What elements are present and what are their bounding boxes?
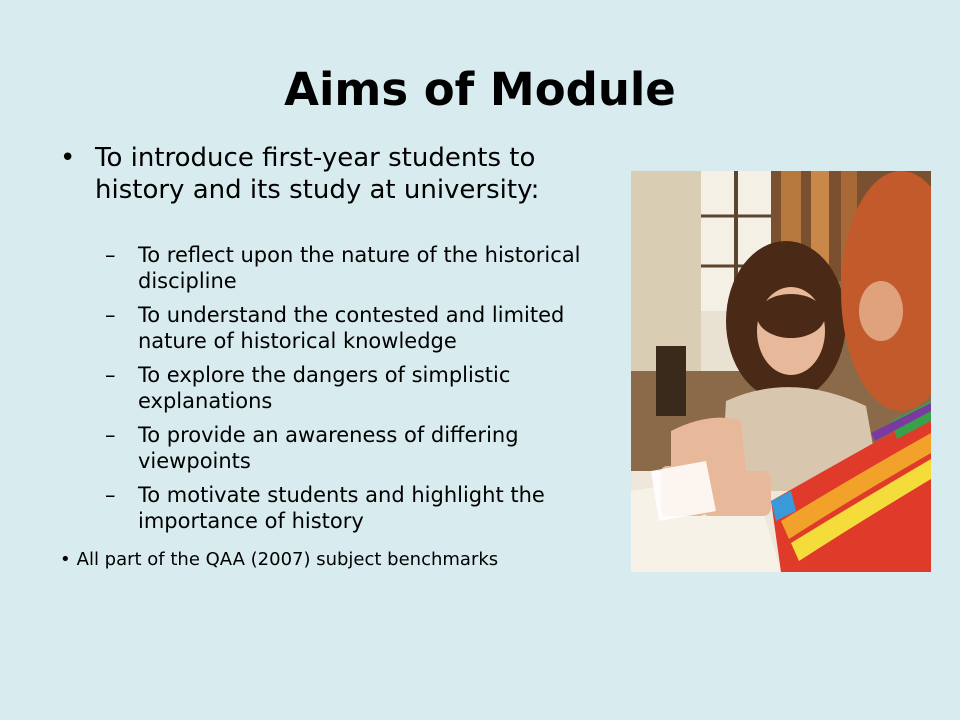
sub-bullet-text: To provide an awareness of differing viewpoints bbox=[138, 423, 519, 473]
dash-marker: – bbox=[105, 303, 116, 327]
sub-bullet-item bbox=[105, 422, 625, 474]
sub-bullet-list bbox=[105, 242, 625, 542]
main-bullet bbox=[60, 142, 620, 206]
sub-bullet-item bbox=[105, 362, 625, 414]
footer-bullet-text: All part of the QAA (2007) subject benchmarks bbox=[76, 549, 499, 570]
sub-bullet-item bbox=[105, 302, 625, 354]
sub-bullet-item bbox=[105, 242, 625, 294]
bullet-marker: • bbox=[60, 143, 76, 173]
footer-bullet bbox=[60, 548, 498, 572]
students-photo bbox=[631, 171, 931, 572]
sub-bullet-text: To explore the dangers of simplistic explanations bbox=[138, 363, 511, 413]
bullet-marker: • bbox=[60, 549, 71, 570]
students-photo-icon bbox=[631, 171, 931, 572]
main-bullet-text: To introduce first-year students to history and its study at university: bbox=[95, 143, 540, 205]
dash-marker: – bbox=[105, 243, 116, 267]
dash-marker: – bbox=[105, 423, 116, 447]
slide-title: Aims of Module bbox=[284, 63, 676, 116]
sub-bullet-text: To reflect upon the nature of the historical discipline bbox=[138, 243, 581, 293]
sub-bullet-text: To understand the contested and limited nature of historical knowledge bbox=[138, 303, 565, 353]
dash-marker: – bbox=[105, 483, 116, 507]
sub-bullet-text: To motivate students and highlight the importance of history bbox=[138, 483, 545, 533]
dash-marker: – bbox=[105, 363, 116, 387]
sub-bullet-item bbox=[105, 482, 625, 534]
